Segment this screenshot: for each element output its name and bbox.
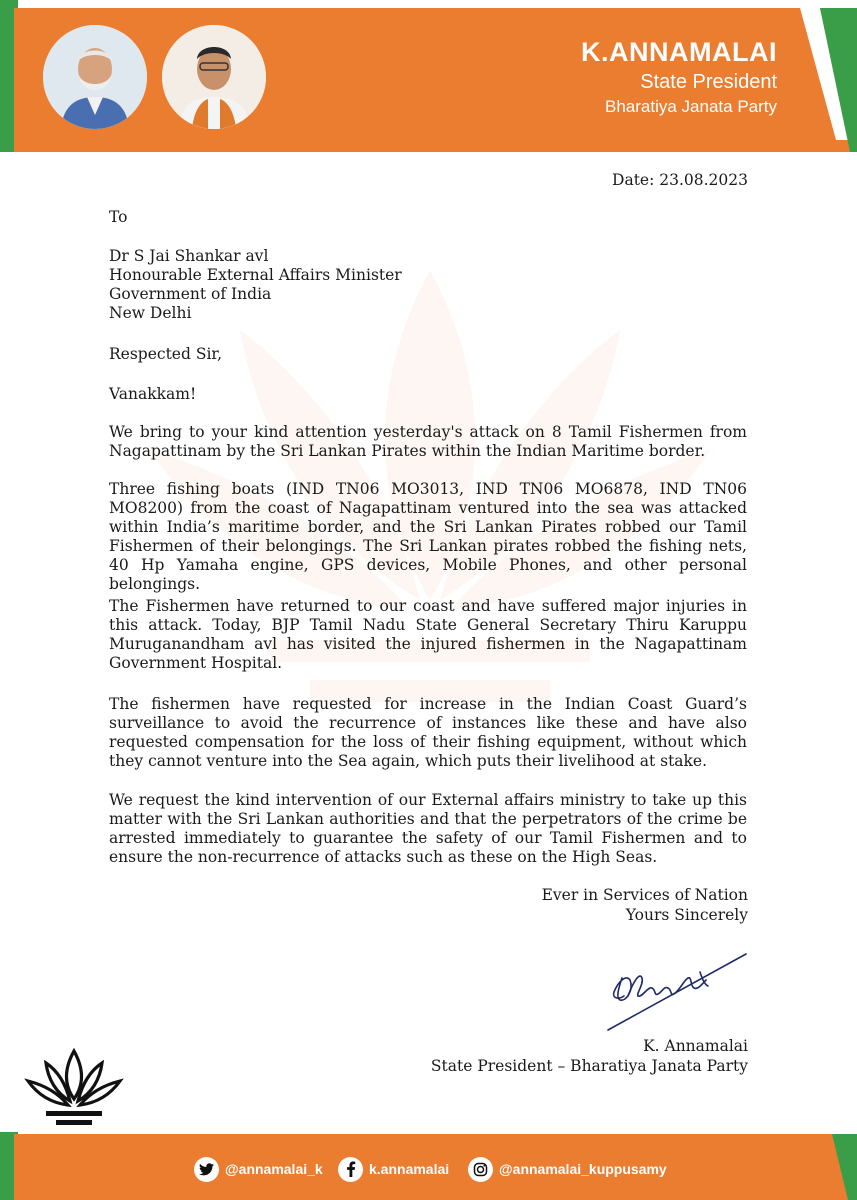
letter-signer [431, 1037, 748, 1077]
letter-paragraph: Three fishing boats (IND TN06 MO3013, IND TN06 MO6878, IND TN06 MO8200) from the coast of Nagapattinam ventured into the sea was attacked within India’s maritime border, and the Sri Lankan Pirates robbed our Tamil Fishermen of their belongings. The Sri Lankan pirates robbed the fishing nets, 40 Hp Yamaha engine, GPS devices, Mobile Phones, and other personal belongings. [109, 480, 747, 593]
closing-line: Yours Sincerely [625, 906, 748, 924]
header-name: K.ANNAMALAI [581, 37, 777, 67]
closing-line: Ever in Services of Nation [541, 886, 748, 904]
letter-to: To [109, 208, 128, 226]
facebook-link[interactable] [338, 1156, 449, 1182]
leader-photo-avatar [43, 25, 147, 129]
letter-salutation: Respected Sir, [109, 345, 223, 363]
twitter-link[interactable] [194, 1156, 323, 1182]
letter-date: Date: 23.08.2023 [612, 171, 748, 189]
address-line: Honourable External Affairs Minister [109, 266, 402, 284]
signer-name: K. Annamalai [643, 1037, 748, 1055]
instagram-icon [468, 1157, 493, 1182]
letter-paragraph: The Fishermen have returned to our coast and have suffered major injuries in this attack. Today, BJP Tamil Nadu State General Secretary Thiru Karuppu Muruganandham avl has visited the injured fishermen in the Nagapattinam Government Hospital. [109, 597, 747, 672]
handwritten-signature [600, 950, 750, 1034]
letter-paragraph: The fishermen have requested for increase in the Indian Coast Guard’s surveillance to avoid the recurrence of instances like these and have also requested compensation for the loss of their fishing equipment, without which they cannot venture into the Sea again, which puts their livelihood at stake. [109, 695, 747, 770]
facebook-handle: k.annamalai [369, 1161, 450, 1177]
leader-photo-avatar [162, 25, 266, 129]
letter-paragraph: We request the kind intervention of our External affairs ministry to take up this matter with the Sri Lankan authorities and that the perpetrators of the crime be arrested immediately to guarantee the safety of our Tamil Fishermen and to ensure the non-recurrence of attacks such as these on the High Seas. [109, 791, 747, 866]
recipient-address [109, 247, 402, 323]
twitter-icon [194, 1157, 219, 1182]
signer-title: State President – Bharatiya Janata Party [430, 1057, 748, 1075]
letter-closing [542, 886, 748, 926]
instagram-link[interactable] [468, 1156, 667, 1182]
header-party: Bharatiya Janata Party [605, 97, 777, 116]
header-role: State President [640, 71, 777, 93]
letter-paragraph: We bring to your kind attention yesterday's attack on 8 Tamil Fishermen from Nagapattinam by the Sri Lankan Pirates within the Indian Maritime border. [109, 423, 747, 460]
address-line: Government of India [109, 285, 272, 303]
facebook-icon [338, 1157, 363, 1182]
letter-greeting: Vanakkam! [109, 385, 197, 403]
twitter-handle: @annamalai_k [225, 1161, 323, 1177]
instagram-handle: @annamalai_kuppusamy [499, 1161, 667, 1177]
header-title-block [581, 36, 777, 118]
letterhead-footer [0, 1132, 857, 1200]
letterhead-header [0, 0, 857, 152]
address-line: New Delhi [109, 304, 192, 322]
bjp-lotus-logo-icon [24, 1045, 124, 1127]
address-line: Dr S Jai Shankar avl [109, 247, 269, 265]
